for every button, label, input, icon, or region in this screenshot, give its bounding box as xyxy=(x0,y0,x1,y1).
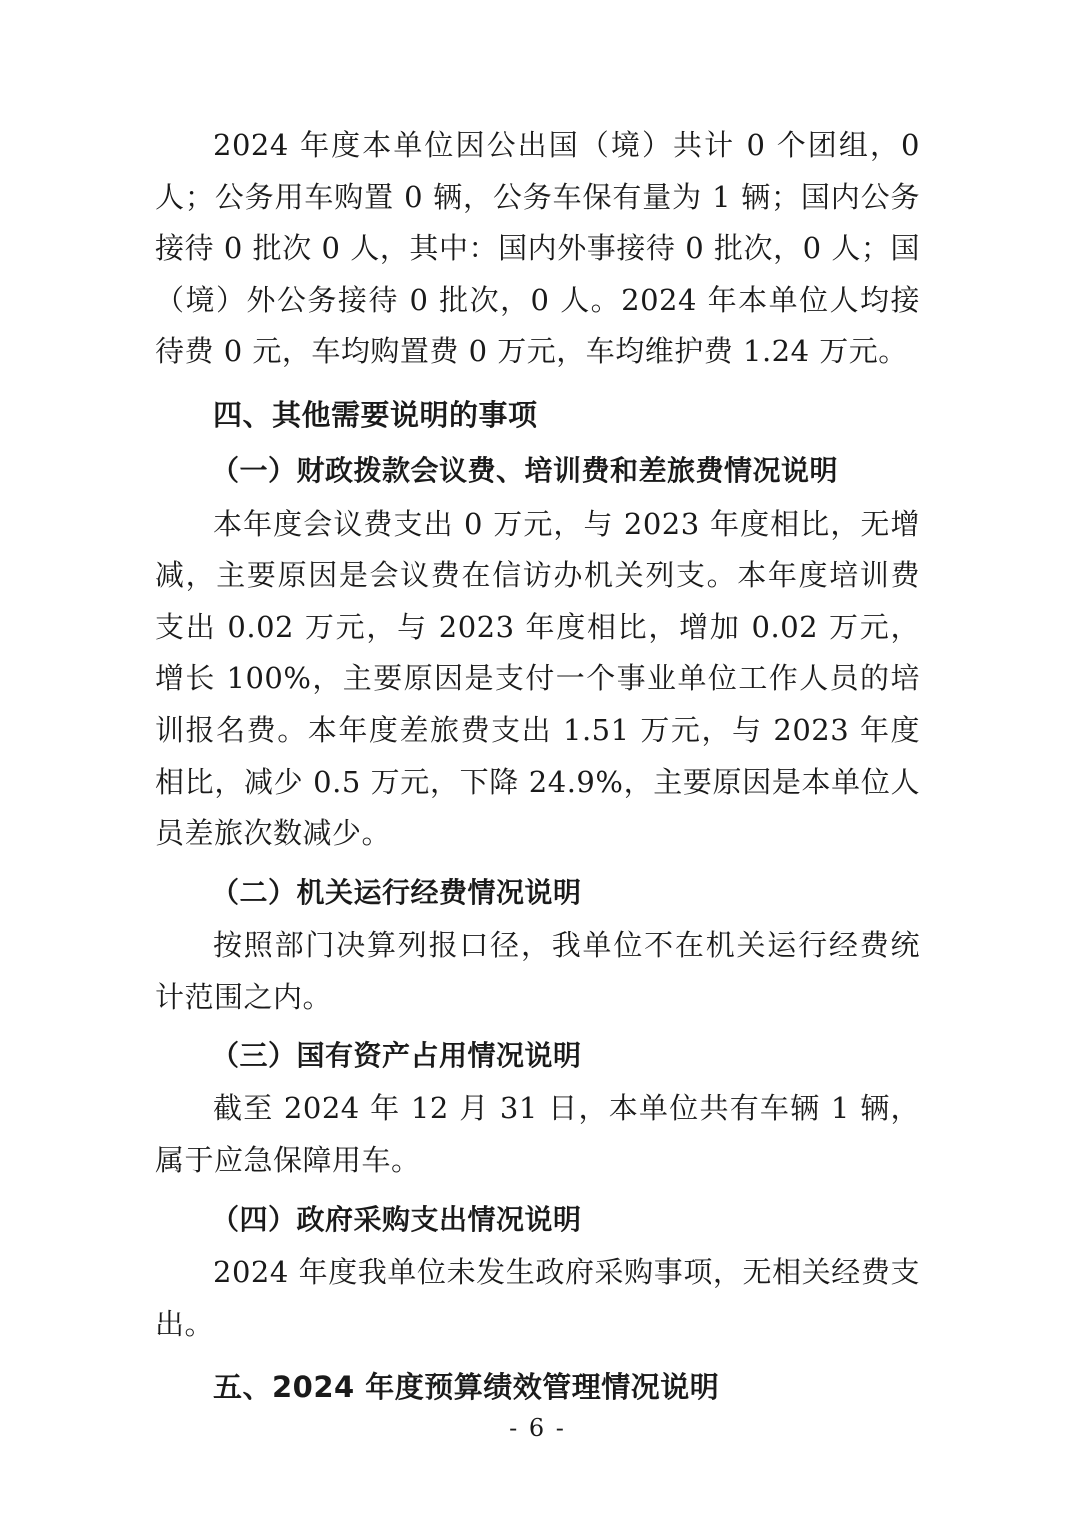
paragraph-government-procurement: 2024 年度我单位未发生政府采购事项，无相关经费支出。 xyxy=(155,1254,920,1341)
heading-subsection-four: （四）政府采购支出情况说明 xyxy=(211,1202,582,1236)
heading-section-five: 五、2024 年度预算绩效管理情况说明 xyxy=(213,1370,720,1405)
document-body xyxy=(155,120,920,1411)
paragraph-meeting-training-travel-expenses: 本年度会议费支出 0 万元，与 2023 年度相比，无增减，主要原因是会议费在信访办机关列支。本年度培训费支出 0.02 万元，与 2023 年度相比，增加 0.02 万元，增长 100%，主要原因是支付一个事业单位工作人员的培训报名费。本年度差旅费支出 1.51 万元，与 2023 年度相比，减少 0.5 万元，下降 24.9%，主要原因是本单位人员差旅次数减少。 xyxy=(155,506,920,851)
paragraph-state-assets: 截至 2024 年 12 月 31 日，本单位共有车辆 1 辆，属于应急保障用车。 xyxy=(155,1091,920,1178)
page-number: - 6 - xyxy=(509,1414,566,1442)
heading-subsection-one: （一）财政拨款会议费、培训费和差旅费情况说明 xyxy=(211,454,839,488)
heading-section-four: 四、其他需要说明的事项 xyxy=(213,398,538,433)
heading-subsection-three: （三）国有资产占用情况说明 xyxy=(211,1039,582,1073)
paragraph-operating-expenses: 按照部门决算列报口径，我单位不在机关运行经费统计范围之内。 xyxy=(155,928,920,1014)
paragraph-official-travel-summary: 2024 年度本单位因公出国（境）共计 0 个团组，0 人；公务用车购置 0 辆，公务车保有量为 1 辆；国内公务接待 0 批次 0 人，其中：国内外事接待 0 批次，0 人；国（境）外公务接待 0 批次，0 人。2024 年本单位人均接待费 0 元，车均购置费 0 万元，车均维护费 1.24 万元。 xyxy=(155,128,920,369)
heading-subsection-two: （二）机关运行经费情况说明 xyxy=(211,875,582,909)
